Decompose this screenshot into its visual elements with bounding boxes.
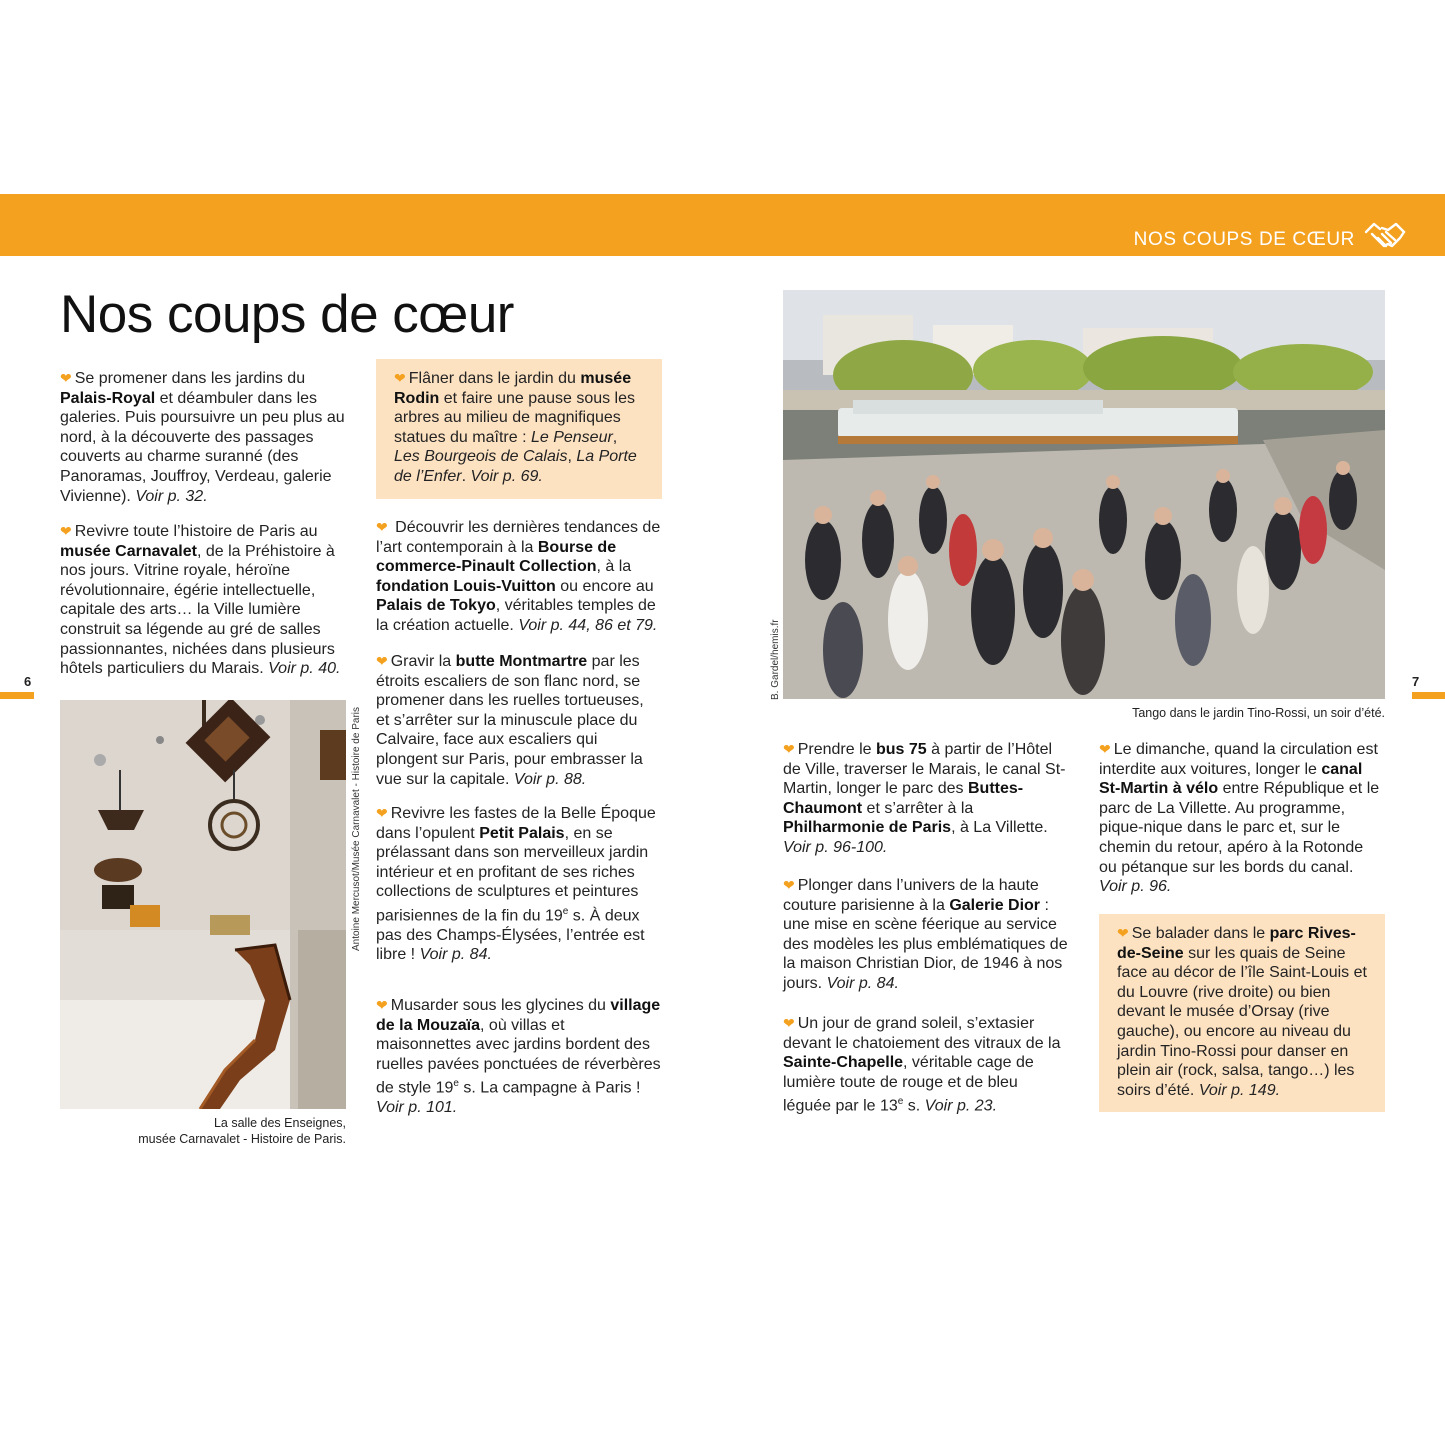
entry-text: e xyxy=(562,905,569,917)
entry-highlight: fondation Louis-Vuitton xyxy=(376,577,556,595)
entry-text: , xyxy=(567,448,577,466)
heart-icon: ❤ xyxy=(376,653,388,669)
entry-text: Musarder sous les glycines du xyxy=(390,997,611,1014)
entry-text: , véritables temples de la création actuelle. xyxy=(376,597,656,634)
entry-art-contemporain xyxy=(376,518,661,636)
entry-reference: Voir p. 40. xyxy=(268,660,341,678)
entry-petit-palais xyxy=(376,804,661,965)
entry-text: Flâner dans le jardin du xyxy=(408,370,581,387)
entry-text: , en se prélassant dans son merveilleux jardin intérieur et en profitant de ses riches collections de sculptures et peintures parisiennes de la fin du 19 xyxy=(376,824,649,925)
entry-text: Découvrir les dernières tendances de l’art contemporain à la xyxy=(376,519,661,556)
entry-reference: Voir p. 32. xyxy=(135,487,208,505)
entry-highlight: bus 75 xyxy=(876,741,927,758)
entry-highlight: village de la Mouzaïa xyxy=(376,997,661,1034)
heart-icon: ❤ xyxy=(783,741,795,757)
entry-highlight: Buttes-Chaumont xyxy=(783,780,1024,817)
entry-mouzaia xyxy=(376,996,661,1118)
entry-reference: La Porte de l’Enfer xyxy=(394,448,637,485)
entry-text: , à la xyxy=(596,558,632,576)
entry-text: Se promener dans les jardins du xyxy=(74,370,306,387)
entry-text: et s’arrêter à la xyxy=(862,799,974,817)
entry-text: : une mise en scène féerique au service des modèles les plus emblématiques de la maison Christian Dior, de 1946 à nos jours. xyxy=(783,896,1068,992)
entry-text: Plonger dans l’univers de la haute couture parisienne à la xyxy=(783,877,1039,914)
entry-text: Le dimanche, quand la circulation est interdite aux voitures, longer le xyxy=(1099,741,1378,778)
entry-text: e xyxy=(897,1096,904,1108)
entry-highlight: Palais de Tokyo xyxy=(376,597,496,615)
photo-credit-left: Antoine Mercusot/Musée Carnavalet - Histoire de Paris xyxy=(351,707,362,951)
page-number-left: 6 xyxy=(24,674,32,689)
caption-left: La salle des Enseignes, musée Carnavalet - Histoire de Paris. xyxy=(138,1116,346,1146)
entry-text: , xyxy=(612,428,618,446)
entry-text: Se balader dans le xyxy=(1131,925,1270,942)
heart-icon: ❤ xyxy=(783,1015,795,1031)
entry-highlight: Philharmonie de Paris xyxy=(783,819,952,837)
entry-highlight: musée Rodin xyxy=(394,370,632,407)
photo-tango-tino-rossi xyxy=(783,290,1385,699)
entry-text: s. xyxy=(903,1097,925,1115)
entry-text: . xyxy=(461,467,471,485)
page-marker-right xyxy=(1412,692,1445,699)
entry-text: s. À deux pas des Champs-Élysées, l’entrée est libre ! xyxy=(376,907,645,964)
entry-text: e xyxy=(453,1078,459,1090)
entry-reference: Voir p. 69. xyxy=(470,467,543,485)
photo-salle-des-enseignes xyxy=(60,700,346,1109)
entry-highlight: Petit Palais xyxy=(479,824,565,842)
heart-icon: ❤ xyxy=(394,370,406,386)
heart-icon: ❤ xyxy=(376,519,388,535)
photo-credit-right: B. Gardel/hemis.fr xyxy=(770,619,781,700)
heart-icon: ❤ xyxy=(1099,741,1111,757)
heart-icon: ❤ xyxy=(783,877,795,893)
entry-reference: Voir p. 44, 86 et 79. xyxy=(518,616,658,634)
entry-reference: Voir p. 101. xyxy=(376,1099,458,1117)
entry-text: et faire une pause sous les arbres au milieu de magnifiques statues du maître : xyxy=(394,389,636,446)
entry-text: à partir de l’Hôtel de Ville, traverser le Marais, le canal St-Martin, longer le parc des xyxy=(783,741,1066,798)
entry-highlight: Sainte-Chapelle xyxy=(783,1054,904,1072)
page-title: Nos coups de cœur xyxy=(60,285,514,344)
entry-rodin xyxy=(376,359,662,499)
entry-text: , à La Villette. xyxy=(951,819,1048,837)
entry-text: s. La campagne à Paris ! xyxy=(458,1079,641,1097)
entry-text: , de la Préhistoire à nos jours. Vitrine royale, héroïne révolutionnaire, égérie intellectuelle, capitale des arts… la Ville lumière construit sa légende au gré de salles passionnantes, nichées dans plusieurs hôtels particuliers du Marais. xyxy=(60,542,335,678)
entry-text: , où villas et maisonnettes avec jardins bordent des ruelles pavées ponctuées de réverbères de style 19 xyxy=(376,1016,661,1097)
entry-text: et déambuler dans les galeries. Puis poursuivre un peu plus au nord, à la découverte des passages couverts au charme suranné (des Panoramas, Jouffroy, Verdeau, galerie Vivienne). xyxy=(60,389,345,505)
entry-text: par les étroits escaliers de son flanc nord, se promener dans les ruelles tortueuses, et s’arrêter sur la minuscule place du Calvaire, face aux escaliers qui plongent sur Paris, pour embrasser la vue sur la capitale. xyxy=(376,653,644,788)
entry-galerie-dior xyxy=(783,876,1068,994)
entry-reference: Voir p. 84. xyxy=(419,946,492,964)
entry-text: , véritable cage de lumière toute de rouge et de bleu léguée par le 13 xyxy=(783,1054,1034,1115)
heart-icon: ❤ xyxy=(1117,925,1129,941)
entry-highlight: Bourse de commerce-Pinault Collection xyxy=(376,538,617,576)
entry-text: Revivre toute l’histoire de Paris au xyxy=(74,523,318,540)
section-title: NOS COUPS DE CŒUR xyxy=(1133,229,1355,250)
heart-icon: ❤ xyxy=(60,370,72,386)
entry-text: Prendre le xyxy=(797,741,876,758)
entry-text: Un jour de grand soleil, s’extasier devant le chatoiement des vitraux de la xyxy=(783,1015,1061,1052)
entry-highlight: canal St-Martin à vélo xyxy=(1099,760,1363,798)
heart-icon: ❤ xyxy=(60,523,72,539)
entry-text: Revivre les fastes de la Belle Époque dans l’opulent xyxy=(376,805,656,842)
page-marker-left xyxy=(0,692,34,699)
entry-rives-de-seine xyxy=(1099,914,1385,1112)
entry-highlight: butte Montmartre xyxy=(455,653,588,670)
entry-carnavalet xyxy=(60,522,345,679)
entry-text: ou encore au xyxy=(555,577,654,595)
handshake-icon xyxy=(1364,220,1406,254)
entry-reference: Le Penseur xyxy=(530,428,613,446)
caption-right: Tango dans le jardin Tino-Rossi, un soir d’été. xyxy=(1132,706,1385,720)
entry-reference: Voir p. 84. xyxy=(826,974,899,992)
entry-highlight: Galerie Dior xyxy=(949,896,1041,914)
entry-highlight: Palais-Royal xyxy=(60,389,156,407)
header-band-left xyxy=(0,194,722,256)
entry-reference: Voir p. 149. xyxy=(1198,1081,1281,1099)
heart-icon: ❤ xyxy=(376,805,388,821)
entry-bus-75 xyxy=(783,740,1068,858)
entry-reference: Les Bourgeois de Calais xyxy=(394,448,568,466)
page-number-right: 7 xyxy=(1412,674,1420,689)
entry-reference: Voir p. 96. xyxy=(1099,878,1172,896)
entry-reference: Voir p. 96-100. xyxy=(783,838,888,856)
entry-reference: Voir p. 88. xyxy=(513,770,587,788)
entry-highlight: parc Rives-de-Seine xyxy=(1117,925,1356,962)
entry-palais-royal xyxy=(60,369,345,506)
entry-text: Gravir la xyxy=(390,653,456,670)
entry-text: entre République et le parc de La Villette. Au programme, pique-nique dans le parc et, sur le chemin du retour, apéro à la Rotonde ou pétanque sur les bords du canal. xyxy=(1099,780,1380,876)
entry-canal-velo xyxy=(1099,740,1384,897)
heart-icon: ❤ xyxy=(376,997,388,1013)
entry-montmartre xyxy=(376,652,661,789)
entry-sainte-chapelle xyxy=(783,1014,1068,1116)
entry-text: sur les quais de Seine face au décor de l’île Saint-Louis et du Louvre (rive droite) ou bien devant le musée d’Orsay (rive gauche), ou encore au niveau du jardin Tino-Rossi pour danser en plein air (rock, salsa, tango…) les soirs d’été. xyxy=(1117,944,1367,1099)
entry-reference: Voir p. 23. xyxy=(924,1097,998,1115)
entry-highlight: musée Carnavalet xyxy=(60,542,197,560)
